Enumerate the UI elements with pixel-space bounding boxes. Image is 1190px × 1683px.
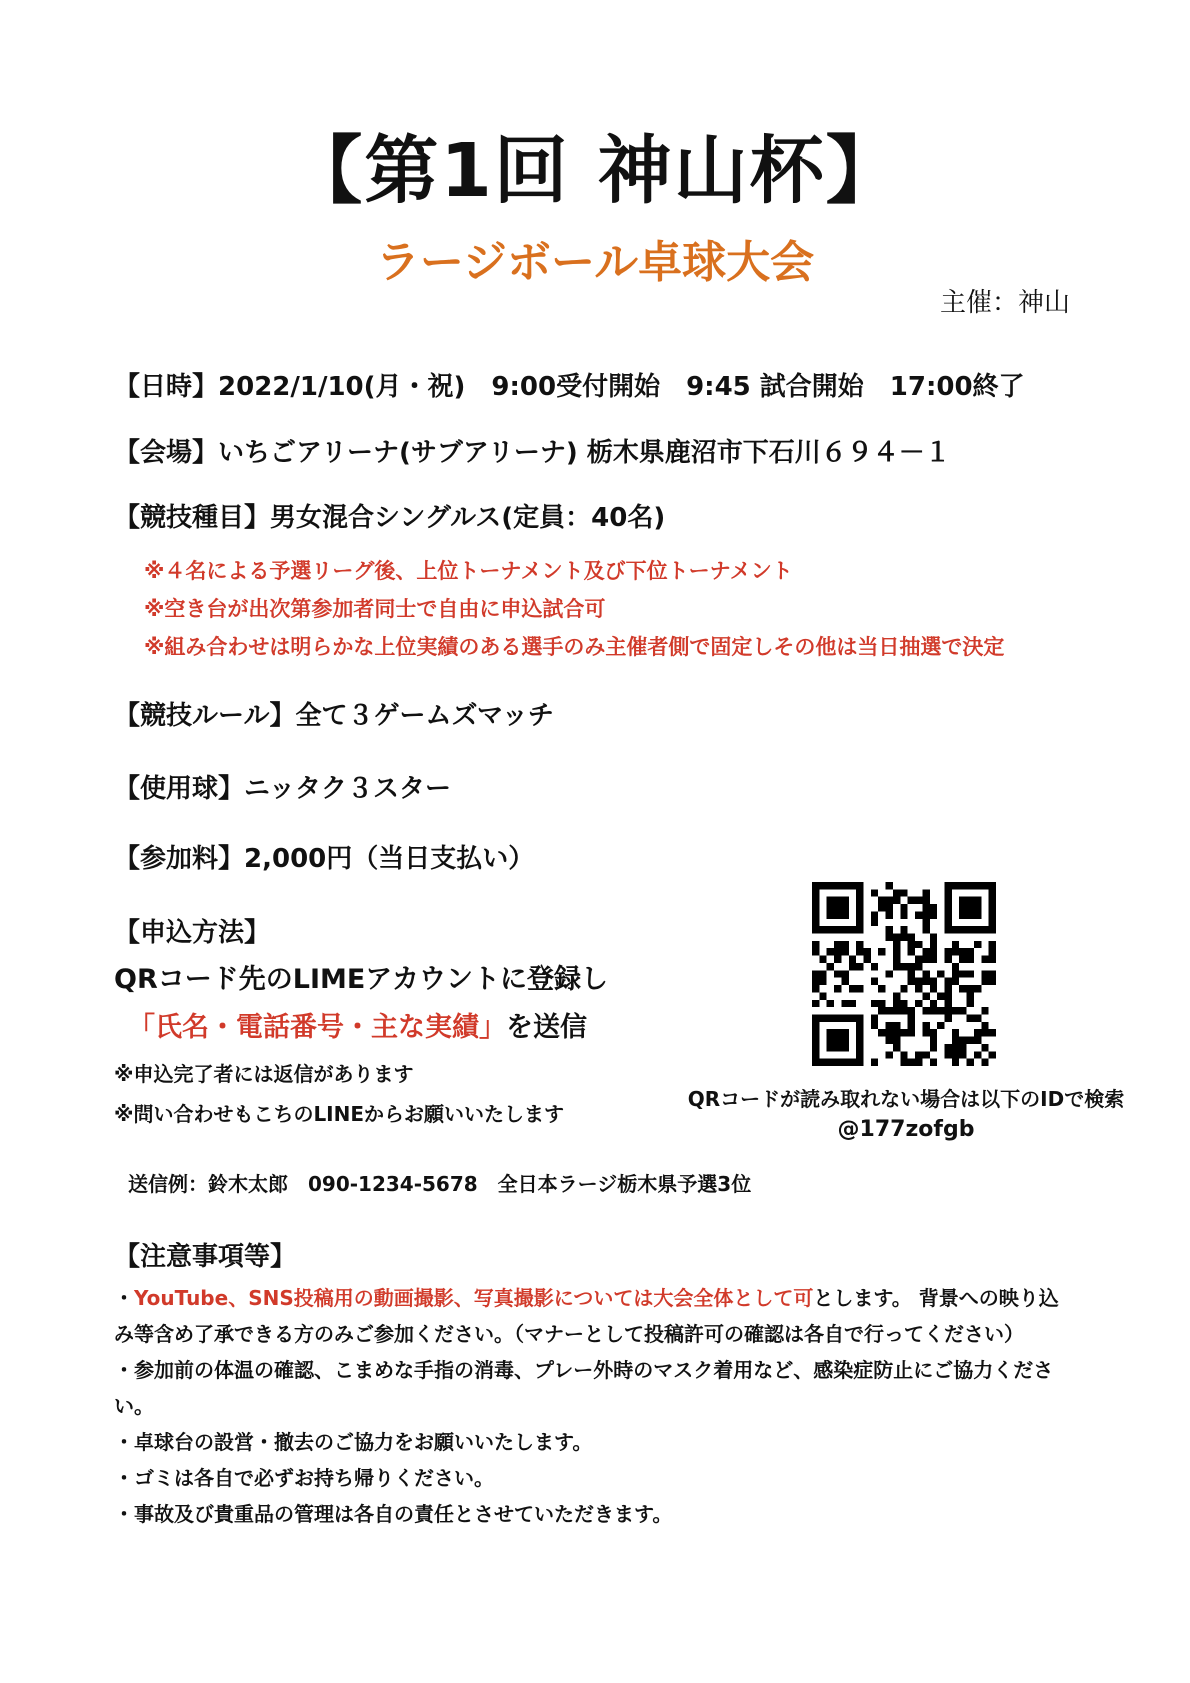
venue-row (114, 432, 951, 469)
fee-value: 2,000円（当日支払い） (244, 844, 535, 874)
event-note: ※組み合わせは明らかな上位実績のある選手のみ主催者側で固定しその他は当日抽選で決定 (144, 635, 1005, 659)
caution-item: ・参加前の体温の確認、こまめな手指の消毒、プレー外時のマスク着用など、感染症防止にご協力ください。 (114, 1358, 1054, 1418)
caution-text: とします。 背景への映り込み等含め了承できる方のみご参加ください。（マナーとして投稿許可の確認は各自で行ってください） (114, 1286, 1059, 1346)
application-line2 (128, 1005, 587, 1044)
application-line1: QRコード先のLIMEアカウントに登録し (114, 964, 609, 995)
qr-code[interactable] (812, 882, 996, 1066)
rules-value: 全て３ゲームズマッチ (295, 701, 554, 731)
cautions-label: 【注意事項等】 (114, 1242, 297, 1272)
application-send-text: を送信 (506, 1012, 587, 1043)
ball-label: 【使用球】 (114, 774, 245, 804)
caution-item: ・卓球台の設営・撤去のご協力をお願いいたします。 (114, 1430, 593, 1454)
datetime-row (114, 366, 1025, 403)
application-label: 【申込方法】 (114, 918, 271, 948)
application-note: ※申込完了者には返信があります (114, 1062, 414, 1086)
datetime-label: 【日時】 (114, 372, 219, 402)
event-row (114, 497, 665, 534)
ball-row (114, 768, 451, 805)
venue-label: 【会場】 (114, 438, 219, 468)
rules-label: 【競技ルール】 (114, 701, 296, 731)
page-subtitle: ラージボール卓球大会 (375, 237, 815, 288)
page-title: 【第1回 神山杯】 (288, 128, 902, 214)
application-example: 送信例：鈴木太郎 090-1234-5678 全日本ラージ栃木県予選3位 (128, 1172, 752, 1196)
caution-item: ・ゴミは各自で必ずお持ち帰りください。 (114, 1466, 494, 1490)
venue-value: いちごアリーナ(サブアリーナ) 栃木県鹿沼市下石川６９４－１ (218, 438, 951, 468)
event-value: 男女混合シングルス(定員：40名) (270, 503, 666, 533)
caution-item (114, 1280, 1074, 1352)
event-note: ※４名による予選リーグ後、上位トーナメント及び下位トーナメント (144, 559, 793, 583)
bullet: ・ (114, 1286, 134, 1310)
organizer: 主催：神山 (940, 288, 1071, 318)
cautions-list (114, 1280, 1074, 1532)
caution-item: ・事故及び貴重品の管理は各自の責任とさせていただきます。 (114, 1502, 673, 1526)
application-note: ※問い合わせもこちのLINEからお願いいたします (114, 1102, 565, 1126)
datetime-value: 2022/1/10(月・祝) 9:00受付開始 9:45 試合開始 17:00終了 (218, 372, 1025, 402)
fee-row (114, 838, 534, 875)
event-label: 【競技種目】 (114, 503, 271, 533)
rules-row (114, 695, 554, 732)
event-note: ※空き台が出次第参加者同士で自由に申込試合可 (144, 597, 606, 621)
application-required-fields: 「氏名・電話番号・主な実績」 (128, 1012, 506, 1043)
qr-caption: QRコードが読み取れない場合は以下のIDで検索 (687, 1087, 1125, 1111)
fee-label: 【参加料】 (114, 844, 245, 874)
ball-value: ニッタク３スター (244, 774, 451, 804)
qr-id: @177zofgb (837, 1117, 975, 1142)
caution-highlight: YouTube、SNS投稿用の動画撮影、写真撮影については大会全体として可 (134, 1286, 814, 1310)
